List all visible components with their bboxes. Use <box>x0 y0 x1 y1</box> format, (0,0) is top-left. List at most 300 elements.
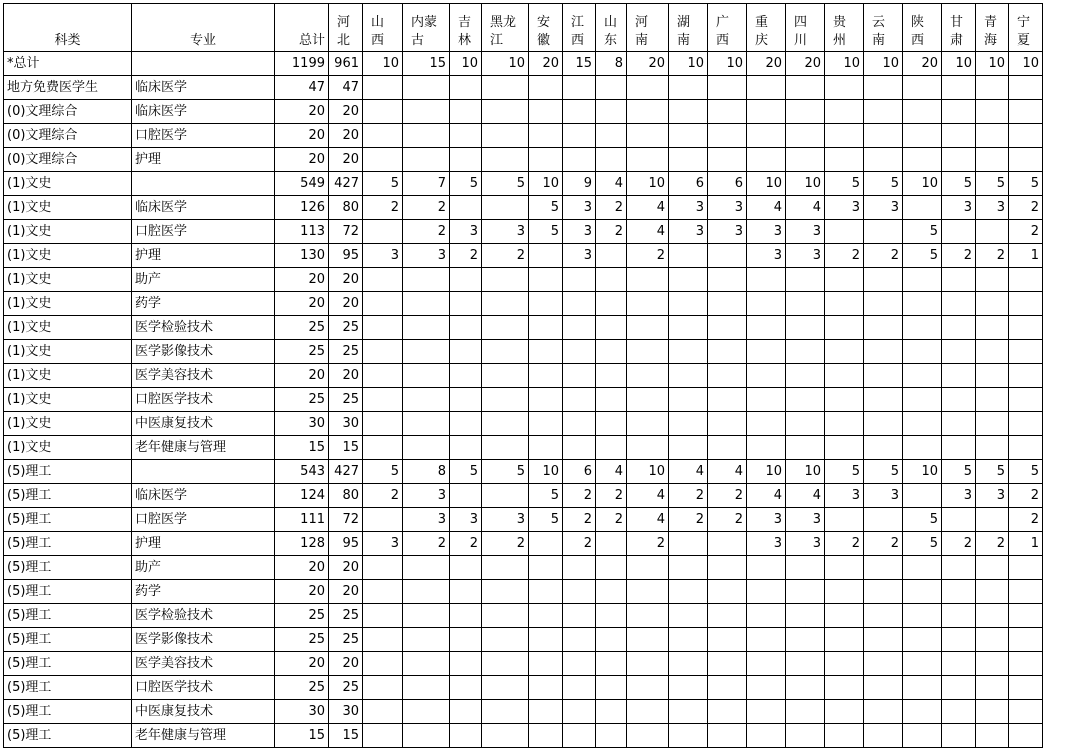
province-value-cell <box>482 676 529 700</box>
province-value-cell <box>529 292 563 316</box>
province-value-cell <box>669 532 708 556</box>
province-value-cell <box>363 268 403 292</box>
province-value-cell <box>403 628 450 652</box>
province-value-cell: 2 <box>563 532 596 556</box>
province-value-cell: 10 <box>1009 52 1043 76</box>
province-value-cell: 2 <box>669 484 708 508</box>
category-cell: (0)文理综合 <box>4 100 132 124</box>
province-value-cell: 5 <box>529 508 563 532</box>
province-value-cell: 25 <box>329 628 363 652</box>
province-value-cell <box>903 724 942 748</box>
province-value-cell <box>1009 268 1043 292</box>
province-value-cell <box>747 388 786 412</box>
province-value-cell <box>976 724 1009 748</box>
province-value-cell: 3 <box>403 244 450 268</box>
major-cell: 口腔医学技术 <box>132 388 275 412</box>
province-value-cell <box>596 604 627 628</box>
province-value-cell <box>596 364 627 388</box>
province-value-cell <box>786 580 825 604</box>
province-value-cell: 4 <box>596 460 627 484</box>
province-value-cell <box>747 268 786 292</box>
province-value-cell <box>786 100 825 124</box>
province-value-cell <box>596 436 627 460</box>
province-value-cell: 3 <box>669 196 708 220</box>
province-value-cell <box>903 604 942 628</box>
province-value-cell <box>627 412 669 436</box>
province-value-cell <box>708 268 747 292</box>
province-value-cell <box>747 148 786 172</box>
total-cell: 25 <box>275 676 329 700</box>
province-value-cell <box>596 268 627 292</box>
header-province-text: 林 <box>458 33 472 48</box>
total-cell: 20 <box>275 364 329 388</box>
category-cell: (0)文理综合 <box>4 148 132 172</box>
province-value-cell <box>403 700 450 724</box>
province-value-cell: 10 <box>627 460 669 484</box>
province-value-cell <box>563 628 596 652</box>
table-row <box>4 532 1043 556</box>
province-value-cell <box>708 628 747 652</box>
province-value-cell <box>1009 316 1043 340</box>
province-value-cell <box>864 268 903 292</box>
province-value-cell <box>708 124 747 148</box>
province-value-cell <box>976 364 1009 388</box>
province-value-cell: 5 <box>825 172 864 196</box>
category-cell: (1)文史 <box>4 172 132 196</box>
province-value-cell <box>596 724 627 748</box>
province-value-cell <box>786 604 825 628</box>
total-cell: 20 <box>275 268 329 292</box>
province-value-cell: 10 <box>482 52 529 76</box>
header-province-text: 山 <box>604 15 618 30</box>
province-value-cell: 3 <box>825 196 864 220</box>
province-value-cell <box>529 652 563 676</box>
province-value-cell <box>403 268 450 292</box>
province-value-cell <box>1009 436 1043 460</box>
province-value-cell <box>596 244 627 268</box>
province-value-cell <box>363 100 403 124</box>
province-value-cell: 10 <box>627 172 669 196</box>
province-value-cell <box>903 556 942 580</box>
province-value-cell <box>942 124 976 148</box>
province-value-cell <box>596 388 627 412</box>
province-value-cell <box>1009 340 1043 364</box>
province-value-cell: 2 <box>708 508 747 532</box>
province-value-cell <box>563 148 596 172</box>
province-value-cell <box>708 436 747 460</box>
province-value-cell: 3 <box>563 244 596 268</box>
province-value-cell <box>708 292 747 316</box>
province-value-cell <box>903 76 942 100</box>
province-value-cell: 3 <box>825 484 864 508</box>
province-value-cell: 5 <box>942 460 976 484</box>
province-value-cell <box>563 724 596 748</box>
province-value-cell: 3 <box>450 508 482 532</box>
province-value-cell: 5 <box>1009 460 1043 484</box>
province-value-cell <box>529 100 563 124</box>
province-value-cell: 9 <box>563 172 596 196</box>
province-value-cell: 3 <box>747 508 786 532</box>
province-value-cell <box>482 268 529 292</box>
province-value-cell <box>747 76 786 100</box>
province-value-cell <box>708 76 747 100</box>
major-cell <box>132 52 275 76</box>
header-province <box>482 4 529 52</box>
province-value-cell <box>563 292 596 316</box>
province-value-cell <box>363 604 403 628</box>
province-value-cell <box>864 700 903 724</box>
category-cell: (1)文史 <box>4 364 132 388</box>
province-value-cell <box>825 580 864 604</box>
province-value-cell: 3 <box>786 244 825 268</box>
province-value-cell <box>450 340 482 364</box>
category-cell: *总计 <box>4 52 132 76</box>
province-value-cell <box>563 556 596 580</box>
province-value-cell <box>529 556 563 580</box>
province-value-cell <box>563 676 596 700</box>
header-province <box>450 4 482 52</box>
province-value-cell: 3 <box>864 196 903 220</box>
province-value-cell <box>976 436 1009 460</box>
province-value-cell: 2 <box>1009 508 1043 532</box>
province-value-cell <box>363 436 403 460</box>
province-value-cell <box>363 316 403 340</box>
province-value-cell <box>529 76 563 100</box>
province-value-cell: 5 <box>529 484 563 508</box>
province-value-cell <box>563 388 596 412</box>
province-value-cell <box>976 292 1009 316</box>
province-value-cell <box>864 412 903 436</box>
province-value-cell <box>786 76 825 100</box>
province-value-cell <box>825 124 864 148</box>
province-value-cell <box>482 580 529 604</box>
province-value-cell <box>942 508 976 532</box>
province-value-cell <box>363 700 403 724</box>
province-value-cell <box>363 676 403 700</box>
total-cell: 20 <box>275 292 329 316</box>
total-cell: 30 <box>275 412 329 436</box>
major-cell: 中医康复技术 <box>132 412 275 436</box>
province-value-cell <box>786 676 825 700</box>
table-row <box>4 388 1043 412</box>
province-value-cell: 20 <box>786 52 825 76</box>
header-province-text: 州 <box>833 33 847 48</box>
province-value-cell: 10 <box>786 172 825 196</box>
province-value-cell: 10 <box>669 52 708 76</box>
province-value-cell <box>450 76 482 100</box>
header-province <box>708 4 747 52</box>
province-value-cell: 10 <box>903 172 942 196</box>
province-value-cell <box>825 604 864 628</box>
province-value-cell <box>363 556 403 580</box>
province-value-cell <box>747 724 786 748</box>
province-value-cell: 25 <box>329 388 363 412</box>
province-value-cell: 3 <box>563 196 596 220</box>
province-value-cell <box>403 124 450 148</box>
province-value-cell <box>450 292 482 316</box>
province-value-cell: 2 <box>1009 484 1043 508</box>
province-value-cell <box>529 700 563 724</box>
province-value-cell <box>942 292 976 316</box>
province-value-cell: 4 <box>627 196 669 220</box>
province-value-cell <box>864 388 903 412</box>
province-value-cell <box>482 700 529 724</box>
province-value-cell <box>529 316 563 340</box>
header-province-text: 贵 <box>833 15 847 30</box>
province-value-cell <box>747 436 786 460</box>
header-province-text: 山 <box>371 15 385 30</box>
province-value-cell <box>1009 628 1043 652</box>
province-value-cell <box>976 124 1009 148</box>
major-cell: 临床医学 <box>132 76 275 100</box>
province-value-cell <box>786 268 825 292</box>
province-value-cell: 2 <box>1009 196 1043 220</box>
province-value-cell <box>627 268 669 292</box>
province-value-cell <box>669 316 708 340</box>
province-value-cell: 5 <box>864 460 903 484</box>
province-value-cell: 15 <box>563 52 596 76</box>
province-value-cell: 3 <box>942 484 976 508</box>
province-value-cell <box>403 148 450 172</box>
header-province-text: 西 <box>716 33 730 48</box>
province-value-cell <box>363 652 403 676</box>
header-province-text: 徽 <box>537 33 551 48</box>
province-value-cell: 10 <box>529 460 563 484</box>
category-cell: (1)文史 <box>4 196 132 220</box>
province-value-cell: 2 <box>825 532 864 556</box>
total-cell: 25 <box>275 388 329 412</box>
province-value-cell <box>482 652 529 676</box>
province-value-cell: 5 <box>864 172 903 196</box>
province-value-cell: 25 <box>329 676 363 700</box>
province-value-cell: 5 <box>529 196 563 220</box>
province-value-cell: 2 <box>450 532 482 556</box>
province-value-cell: 2 <box>450 244 482 268</box>
province-value-cell <box>403 100 450 124</box>
province-value-cell: 3 <box>942 196 976 220</box>
province-value-cell <box>669 340 708 364</box>
province-value-cell <box>747 292 786 316</box>
province-value-cell: 80 <box>329 196 363 220</box>
province-value-cell <box>864 124 903 148</box>
province-value-cell <box>669 436 708 460</box>
province-value-cell: 10 <box>942 52 976 76</box>
province-value-cell: 20 <box>903 52 942 76</box>
total-cell: 15 <box>275 436 329 460</box>
province-value-cell: 20 <box>329 148 363 172</box>
table-row <box>4 628 1043 652</box>
province-value-cell <box>669 628 708 652</box>
province-value-cell <box>450 268 482 292</box>
province-value-cell: 4 <box>708 460 747 484</box>
province-value-cell <box>942 364 976 388</box>
province-value-cell <box>903 436 942 460</box>
province-value-cell <box>1009 76 1043 100</box>
province-value-cell: 20 <box>329 580 363 604</box>
province-value-cell <box>747 100 786 124</box>
province-value-cell: 2 <box>596 196 627 220</box>
province-value-cell: 2 <box>627 244 669 268</box>
province-value-cell <box>450 124 482 148</box>
province-value-cell <box>864 724 903 748</box>
province-value-cell <box>903 316 942 340</box>
major-cell: 医学检验技术 <box>132 604 275 628</box>
province-value-cell <box>786 556 825 580</box>
province-value-cell <box>627 724 669 748</box>
province-value-cell <box>363 388 403 412</box>
province-value-cell <box>903 100 942 124</box>
province-value-cell <box>708 700 747 724</box>
province-value-cell: 5 <box>450 460 482 484</box>
province-value-cell <box>747 652 786 676</box>
province-value-cell: 3 <box>786 532 825 556</box>
province-value-cell <box>627 292 669 316</box>
province-value-cell: 2 <box>864 244 903 268</box>
province-value-cell <box>596 148 627 172</box>
table-body <box>4 52 1043 748</box>
province-value-cell: 3 <box>864 484 903 508</box>
province-value-cell: 4 <box>627 220 669 244</box>
province-value-cell <box>403 316 450 340</box>
province-value-cell: 4 <box>786 196 825 220</box>
table-row <box>4 52 1043 76</box>
major-cell: 药学 <box>132 580 275 604</box>
province-value-cell <box>596 124 627 148</box>
province-value-cell: 20 <box>329 364 363 388</box>
province-value-cell <box>1009 412 1043 436</box>
header-province <box>825 4 864 52</box>
province-value-cell <box>596 340 627 364</box>
province-value-cell <box>825 340 864 364</box>
category-cell: (5)理工 <box>4 700 132 724</box>
province-value-cell: 5 <box>482 460 529 484</box>
province-value-cell <box>1009 100 1043 124</box>
table-row <box>4 268 1043 292</box>
province-value-cell <box>864 556 903 580</box>
header-province-text: 陕 <box>911 15 925 30</box>
header-province <box>786 4 825 52</box>
header-province <box>627 4 669 52</box>
province-value-cell <box>627 364 669 388</box>
province-value-cell <box>942 148 976 172</box>
province-value-cell: 30 <box>329 700 363 724</box>
province-value-cell <box>450 676 482 700</box>
province-value-cell <box>363 508 403 532</box>
province-value-cell <box>563 412 596 436</box>
province-value-cell <box>596 700 627 724</box>
province-value-cell: 25 <box>329 604 363 628</box>
total-cell: 25 <box>275 628 329 652</box>
province-value-cell: 2 <box>563 508 596 532</box>
province-value-cell <box>596 676 627 700</box>
province-value-cell <box>596 316 627 340</box>
province-value-cell: 2 <box>363 196 403 220</box>
province-value-cell <box>786 340 825 364</box>
province-value-cell: 5 <box>976 460 1009 484</box>
province-value-cell <box>450 100 482 124</box>
province-value-cell: 72 <box>329 220 363 244</box>
province-value-cell: 2 <box>563 484 596 508</box>
province-value-cell <box>1009 604 1043 628</box>
total-cell: 20 <box>275 100 329 124</box>
major-cell: 医学影像技术 <box>132 340 275 364</box>
province-value-cell: 95 <box>329 244 363 268</box>
province-value-cell <box>1009 388 1043 412</box>
header-row <box>4 4 1043 52</box>
province-value-cell <box>976 628 1009 652</box>
total-cell: 30 <box>275 700 329 724</box>
province-value-cell <box>450 148 482 172</box>
major-cell: 临床医学 <box>132 196 275 220</box>
category-cell: 地方免费医学生 <box>4 76 132 100</box>
province-value-cell: 5 <box>903 508 942 532</box>
province-value-cell: 2 <box>976 532 1009 556</box>
province-value-cell: 20 <box>329 124 363 148</box>
province-value-cell <box>942 388 976 412</box>
province-value-cell: 20 <box>329 556 363 580</box>
major-cell: 临床医学 <box>132 100 275 124</box>
category-cell: (1)文史 <box>4 340 132 364</box>
province-value-cell: 25 <box>329 316 363 340</box>
province-value-cell: 3 <box>747 220 786 244</box>
province-value-cell <box>669 244 708 268</box>
total-cell: 25 <box>275 340 329 364</box>
province-value-cell: 4 <box>747 484 786 508</box>
major-cell <box>132 460 275 484</box>
header-province-text: 四 <box>794 15 808 30</box>
province-value-cell <box>529 628 563 652</box>
table-row <box>4 700 1043 724</box>
province-value-cell <box>482 556 529 580</box>
major-cell: 护理 <box>132 244 275 268</box>
province-value-cell <box>482 76 529 100</box>
table-row <box>4 580 1043 604</box>
header-province-text: 内蒙 <box>411 15 438 30</box>
province-value-cell <box>596 556 627 580</box>
province-value-cell <box>903 580 942 604</box>
province-value-cell <box>627 124 669 148</box>
province-value-cell: 3 <box>403 508 450 532</box>
province-value-cell: 427 <box>329 172 363 196</box>
province-value-cell: 2 <box>942 244 976 268</box>
province-value-cell <box>1009 676 1043 700</box>
province-value-cell: 10 <box>864 52 903 76</box>
province-value-cell <box>942 676 976 700</box>
table-row <box>4 100 1043 124</box>
province-value-cell <box>403 76 450 100</box>
province-value-cell: 10 <box>529 172 563 196</box>
table-row <box>4 244 1043 268</box>
province-value-cell <box>363 364 403 388</box>
province-value-cell: 6 <box>708 172 747 196</box>
province-value-cell <box>482 724 529 748</box>
province-value-cell <box>482 100 529 124</box>
province-value-cell <box>669 76 708 100</box>
province-value-cell <box>864 220 903 244</box>
province-value-cell <box>363 148 403 172</box>
province-value-cell <box>669 388 708 412</box>
province-value-cell <box>1009 556 1043 580</box>
province-value-cell: 5 <box>450 172 482 196</box>
province-value-cell <box>627 556 669 580</box>
province-value-cell <box>825 316 864 340</box>
province-value-cell <box>825 436 864 460</box>
province-value-cell <box>563 604 596 628</box>
province-value-cell: 2 <box>403 196 450 220</box>
province-value-cell: 5 <box>482 172 529 196</box>
province-value-cell <box>903 148 942 172</box>
major-cell <box>132 172 275 196</box>
